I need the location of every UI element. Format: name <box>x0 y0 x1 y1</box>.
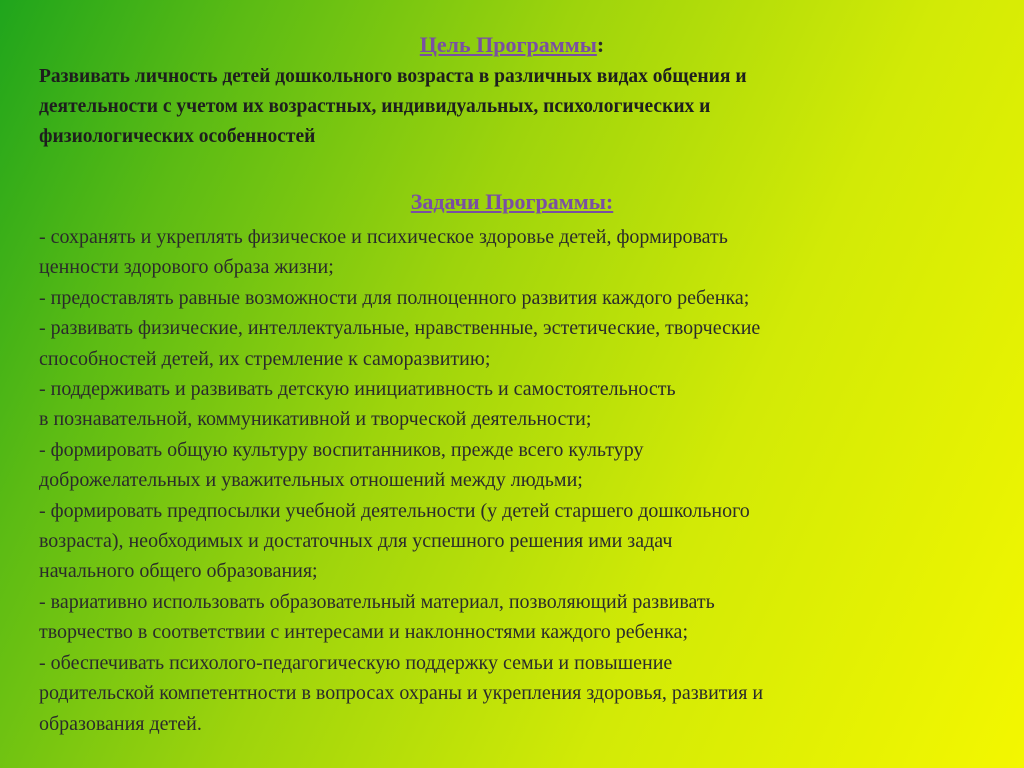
task-line: - вариативно использовать образовательный материал, позволяющий развивать <box>39 590 715 613</box>
task-line: - поддерживать и развивать детскую инициативность и самостоятельность <box>39 378 676 401</box>
task-line: в познавательной, коммуникативной и творческой деятельности; <box>39 408 592 431</box>
tasks-heading-text: Задачи Программы: <box>410 189 614 214</box>
task-line: - сохранять и укреплять физическое и психическое здоровье детей, формировать <box>39 226 728 248</box>
goal-text <box>39 62 989 152</box>
goal-line: деятельности с учетом их возрастных, индивидуальных, психологических и <box>39 96 711 117</box>
goal-heading-text: Цель Программы <box>419 32 597 57</box>
task-line: ценности здорового образа жизни; <box>39 256 334 279</box>
task-line: творчество в соответствии с интересами и наклонностями каждого ребенка; <box>39 621 688 644</box>
goal-line: физиологических особенностей <box>39 126 316 147</box>
task-line: - развивать физические, интеллектуальные, нравственные, эстетические, творческие <box>39 317 761 340</box>
task-line: образования детей. <box>39 712 202 735</box>
tasks-heading <box>0 189 1024 215</box>
task-line: способностей детей, их стремление к саморазвитию; <box>39 347 491 370</box>
tasks-list <box>39 222 999 739</box>
task-line: - формировать предпосылки учебной деятельности (у детей старшего дошкольного <box>39 499 750 522</box>
goal-heading <box>0 32 1024 58</box>
goal-heading-colon: : <box>596 32 605 57</box>
goal-line: Развивать личность детей дошкольного возраста в различных видах общения и <box>39 66 747 87</box>
task-line: доброжелательных и уважительных отношений между людьми; <box>39 469 583 492</box>
task-line: - формировать общую культуру воспитанников, прежде всего культуру <box>39 438 644 461</box>
task-line: - предоставлять равные возможности для полноценного развития каждого ребенка; <box>39 286 750 309</box>
task-line: родительской компетентности в вопросах охраны и укрепления здоровья, развития и <box>39 682 764 705</box>
task-line: начального общего образования; <box>39 560 318 583</box>
task-line: - обеспечивать психолого-педагогическую поддержку семьи и повышение <box>39 651 673 674</box>
task-line: возраста), необходимых и достаточных для успешного решения ими задач <box>39 530 673 553</box>
